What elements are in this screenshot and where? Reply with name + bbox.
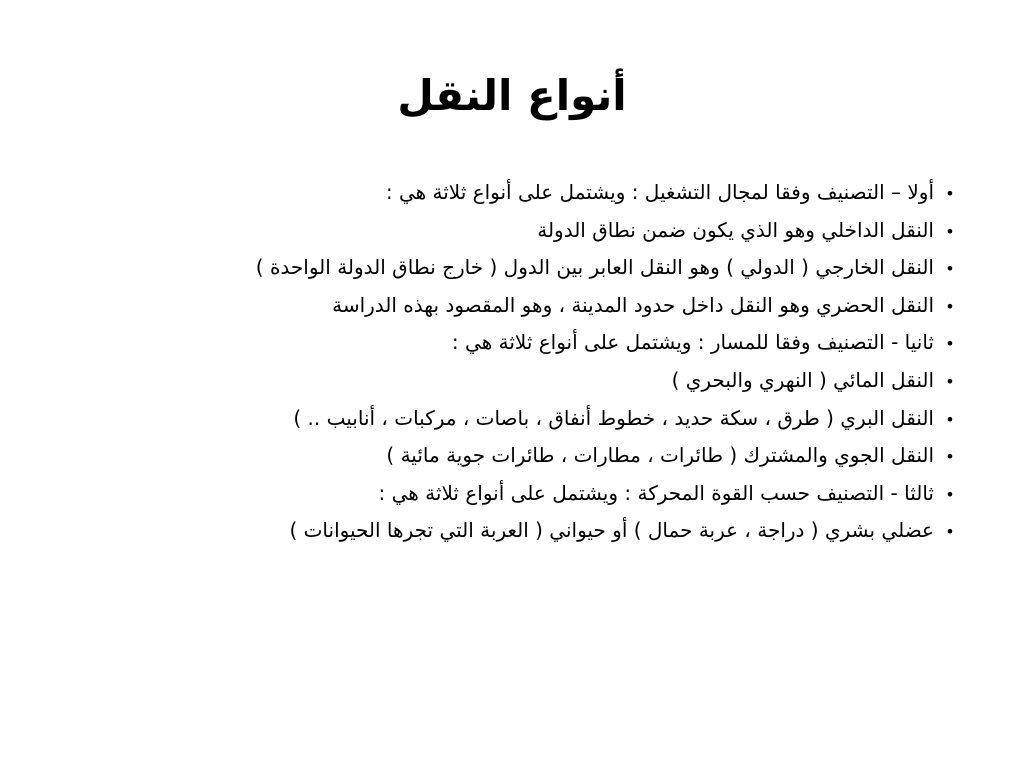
bullet-dot-icon: • (945, 296, 955, 316)
bullet-dot-icon: • (945, 259, 955, 279)
bullet-dot-icon: • (945, 371, 955, 391)
bullet-text: النقل الجوي والمشترك ( طائرات ، مطارات ، طائرات جوية مائية ) (386, 443, 934, 468)
bullet-text: عضلي بشري ( دراجة ، عربة حمال ) أو حيواني ( العربة التي تجرها الحيوانات ) (289, 518, 934, 543)
bullet-dot-icon: • (945, 334, 955, 354)
bullet-text: أولا – التصنيف وفقا لمجال التشغيل : ويشتمل على أنواع ثلاثة هي : (385, 180, 934, 204)
bullet-dot-icon: • (945, 522, 955, 542)
list-item (66, 212, 966, 250)
list-item (66, 512, 966, 550)
list-item (66, 475, 966, 513)
list-item (66, 400, 966, 438)
bullet-text: النقل البري ( طرق ، سكة حديد ، خطوط أنفاق ، باصات ، مركبات ، أنابيب .. ) (293, 405, 934, 430)
bullet-text: النقل المائي ( النهري والبحري ) (671, 367, 934, 392)
bullet-dot-icon: • (945, 447, 955, 467)
bullet-text: النقل الخارجي ( الدولي ) وهو النقل العابر بين الدول ( خارج نطاق الدولة الواحدة ) (255, 255, 934, 280)
list-item (66, 437, 966, 475)
bullet-text: النقل الداخلي وهو الذي يكون ضمن نطاق الدولة (537, 217, 934, 242)
list-item (66, 324, 966, 362)
bullet-dot-icon: • (945, 221, 955, 241)
bullet-dot-icon: • (945, 484, 955, 504)
bullet-dot-icon: • (945, 409, 955, 429)
list-item (66, 287, 966, 325)
list-item (66, 362, 966, 400)
bullet-text: النقل الحضري وهو النقل داخل حدود المدينة ، وهو المقصود بهذه الدراسة (332, 292, 934, 317)
bullet-list (66, 174, 966, 550)
bullet-text: ثانيا - التصنيف وفقا للمسار : ويشتمل على أنواع ثلاثة هي : (451, 330, 934, 355)
bullet-dot-icon: • (945, 184, 955, 203)
slide-title: أنواع النقل (397, 71, 627, 120)
list-item (66, 249, 966, 287)
bullet-text: ثالثا - التصنيف حسب القوة المحركة : ويشتمل على أنواع ثلاثة هي : (378, 480, 934, 505)
list-item (66, 174, 966, 212)
